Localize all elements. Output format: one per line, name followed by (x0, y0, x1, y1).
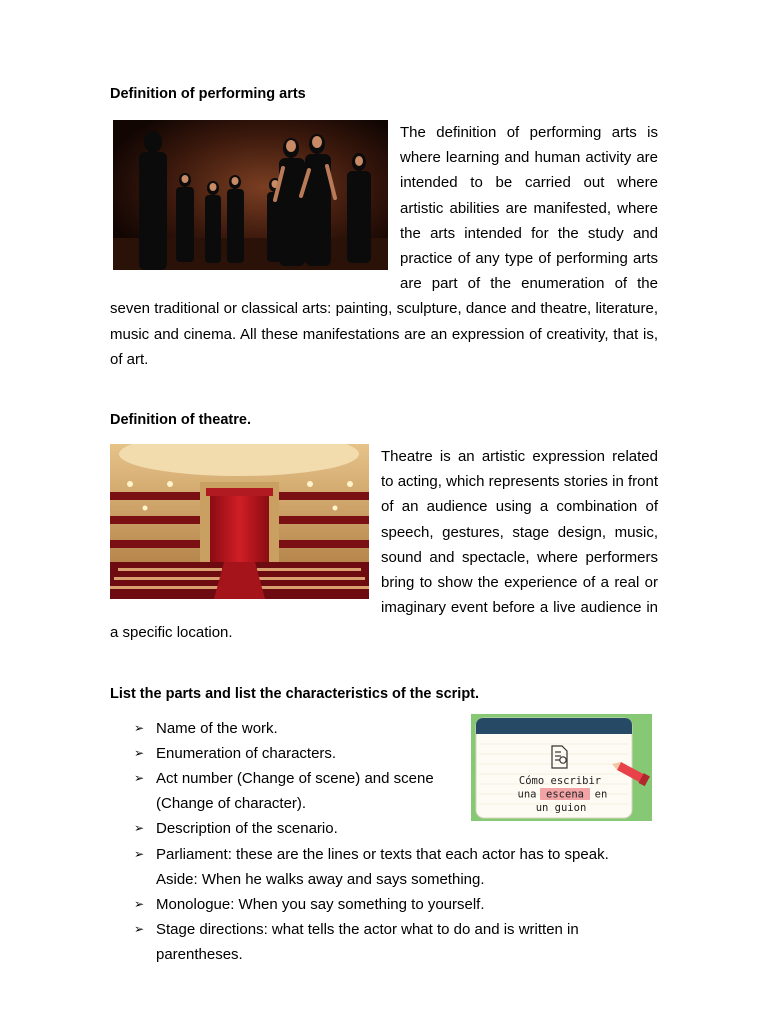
arrow-bullet-icon: ➢ (134, 897, 145, 912)
arrow-bullet-icon: ➢ (134, 821, 145, 836)
heading-theatre: Definition of theatre. (110, 412, 251, 429)
list-item: ➢ Parliament: these are the lines or texts that each actor has to speak. Aside: When he walks away and says something. (110, 842, 658, 892)
heading-script: List the parts and list the characteristics of the script. (110, 685, 480, 702)
list-item: ➢ Name of the work. (110, 716, 658, 741)
document-body (110, 84, 658, 968)
list-item: ➢ Description of the scenario. (110, 816, 658, 841)
script-list-container (110, 716, 658, 968)
graphic-title-line1: Cómo escribir (518, 774, 602, 787)
section-performing-arts (110, 84, 658, 372)
performing-arts-photo (113, 120, 388, 270)
list-item: ➢ Stage directions: what tells the actor what to do and is written in parentheses. (110, 917, 658, 967)
arrow-bullet-icon: ➢ (134, 771, 145, 786)
graphic-title-line2-pre: una (517, 788, 537, 801)
theatre-paragraph: Theatre is an artistic expression related to acting, which represents stories in front of an audience using a combination of speech, gestures, stage design, music, sound and spectacle, where performers bring to show the experience of a real or imaginary event before a live audience in a specific location. (110, 448, 658, 642)
heading-performing-arts: Definition of performing arts (110, 86, 306, 102)
arrow-bullet-icon: ➢ (134, 846, 145, 861)
how-to-write-scene-graphic (471, 714, 652, 821)
graphic-title-line2-post: en (594, 788, 608, 801)
list-item: ➢ Enumeration of characters. (110, 741, 658, 766)
theatre-interior-photo (110, 444, 369, 599)
list-item: ➢ Monologue: When you say something to yourself. (110, 892, 658, 917)
arrow-bullet-icon: ➢ (134, 745, 145, 760)
graphic-title-highlight: escena (546, 788, 584, 801)
graphic-title-line3: un guion (535, 801, 587, 814)
arrow-bullet-icon: ➢ (134, 922, 145, 937)
list-item: ➢ Act number (Change of scene) and scene (Change of character). (110, 766, 456, 816)
performing-arts-paragraph: The definition of performing arts is where learning and human activity are intended to be carried out where artistic abilities are manifested, where the arts intended for the study and practice of any type of performing arts are part of the enumeration of the seven traditional or classical arts: painting, sculpture, dance and theatre, literature, music and cinema. All these manifestations are an expression of creativity, that is, of art. (110, 124, 658, 368)
section-script (110, 684, 658, 968)
arrow-bullet-icon: ➢ (134, 720, 145, 735)
section-theatre (110, 410, 658, 646)
